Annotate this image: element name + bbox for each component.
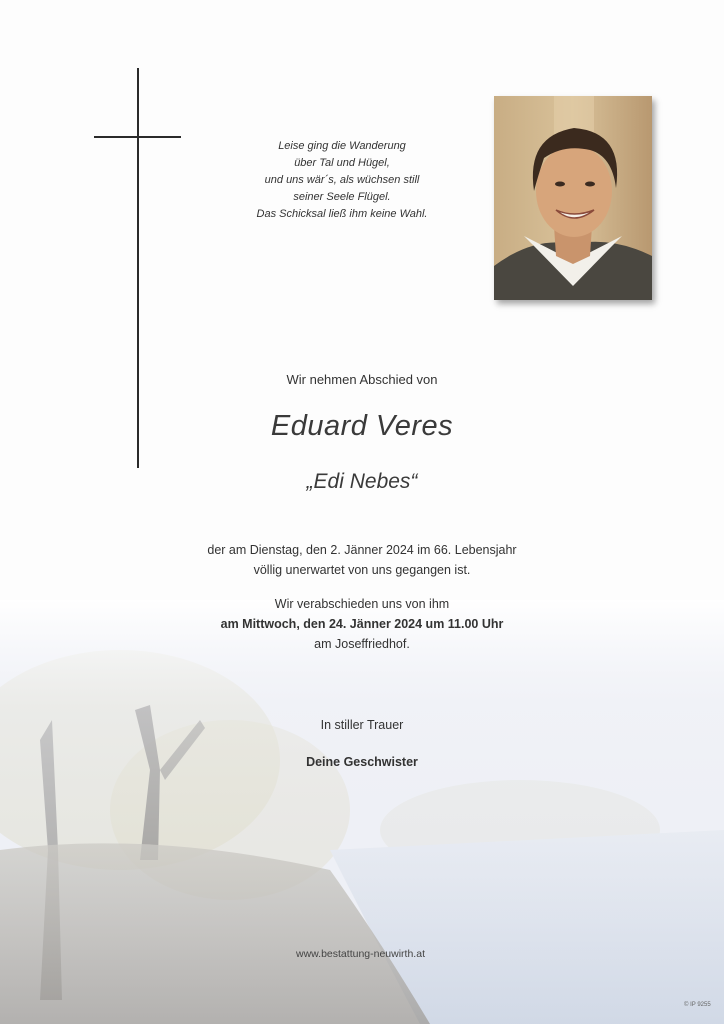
farewell-notice: [0, 594, 724, 654]
landscape-background: [0, 600, 724, 1024]
portrait-photo: [494, 96, 652, 300]
signature: Deine Geschwister: [306, 755, 418, 769]
cross-icon-horizontal: [94, 136, 181, 138]
farewell-place: am Joseffriedhof.: [314, 637, 410, 651]
death-notice: [0, 540, 724, 580]
poem-line: seiner Seele Flügel.: [293, 191, 391, 203]
poem-line: über Tal und Hügel,: [294, 157, 390, 169]
poem-line: Das Schicksal ließ ihm keine Wahl.: [256, 208, 428, 220]
deceased-name: Eduard Veres: [270, 410, 454, 442]
death-line: völlig unerwartet von uns gegangen ist.: [253, 563, 471, 577]
nickname: „Edi Nebes“: [306, 470, 418, 493]
farewell-date: am Mittwoch, den 24. Jänner 2024 um 11.00 Uhr: [220, 617, 504, 631]
cross-icon-vertical: [137, 68, 139, 468]
poem-line: Leise ging die Wanderung: [278, 140, 406, 152]
print-code: © IP 9255: [684, 1002, 711, 1008]
intro-text: Wir nehmen Abschied von: [286, 372, 438, 387]
farewell-line: Wir verabschieden uns von ihm: [274, 597, 450, 611]
poem: [222, 138, 462, 223]
mourning-text: In stiller Trauer: [320, 718, 404, 732]
poem-line: und uns wär´s, als wüchsen still: [264, 174, 420, 186]
death-line: der am Dienstag, den 2. Jänner 2024 im 66. Lebensjahr: [207, 543, 517, 557]
website-link[interactable]: www.bestattung-neuwirth.at: [296, 948, 425, 960]
